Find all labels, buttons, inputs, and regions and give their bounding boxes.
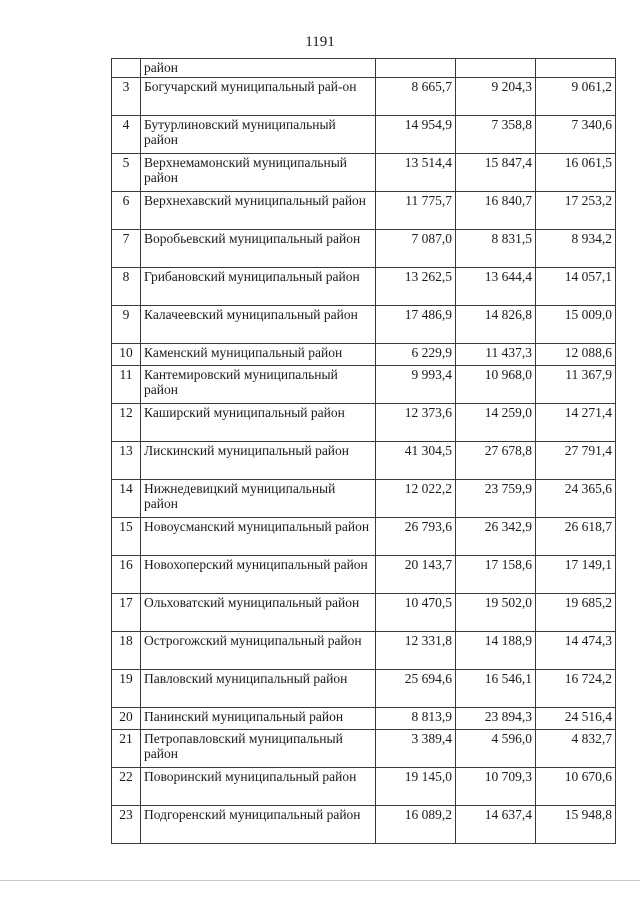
table-row xyxy=(112,78,616,116)
row-number-cell: 6 xyxy=(112,192,141,230)
value-cell-col3: 14 057,1 xyxy=(536,268,616,306)
value-cell-col1: 19 145,0 xyxy=(376,768,456,806)
value-cell-col3 xyxy=(536,59,616,78)
value-cell-col3: 15 009,0 xyxy=(536,306,616,344)
district-name-cell: Петропавловский муниципальный район xyxy=(141,730,376,768)
value-cell-col1: 8 813,9 xyxy=(376,708,456,730)
row-number-cell: 3 xyxy=(112,78,141,116)
value-cell-col3: 14 474,3 xyxy=(536,632,616,670)
district-name-cell: Лискинский муниципальный район xyxy=(141,442,376,480)
row-number-cell: 10 xyxy=(112,344,141,366)
value-cell-col2: 7 358,8 xyxy=(456,116,536,154)
value-cell-col3: 17 253,2 xyxy=(536,192,616,230)
value-cell-col3: 26 618,7 xyxy=(536,518,616,556)
value-cell-col3: 24 365,6 xyxy=(536,480,616,518)
district-name-cell: Верхнемамонский муниципальный район xyxy=(141,154,376,192)
row-number-cell: 16 xyxy=(112,556,141,594)
row-number-cell: 5 xyxy=(112,154,141,192)
value-cell-col1: 13 514,4 xyxy=(376,154,456,192)
table-row xyxy=(112,366,616,404)
value-cell-col2: 16 546,1 xyxy=(456,670,536,708)
value-cell-col2: 13 644,4 xyxy=(456,268,536,306)
district-name-cell: Нижнедевицкий муниципальный район xyxy=(141,480,376,518)
table-row xyxy=(112,480,616,518)
value-cell-col3: 15 948,8 xyxy=(536,806,616,844)
district-name-cell: Ольховатский муниципальный район xyxy=(141,594,376,632)
value-cell-col1: 26 793,6 xyxy=(376,518,456,556)
value-cell-col1: 12 331,8 xyxy=(376,632,456,670)
value-cell-col2: 10 968,0 xyxy=(456,366,536,404)
value-cell-col1: 8 665,7 xyxy=(376,78,456,116)
value-cell-col1: 3 389,4 xyxy=(376,730,456,768)
district-name-cell: Павловский муниципальный район xyxy=(141,670,376,708)
page-number: 1191 xyxy=(305,34,335,50)
value-cell-col1: 25 694,6 xyxy=(376,670,456,708)
value-cell-col3: 7 340,6 xyxy=(536,116,616,154)
value-cell-col2: 14 259,0 xyxy=(456,404,536,442)
value-cell-col1: 16 089,2 xyxy=(376,806,456,844)
row-number-cell: 20 xyxy=(112,708,141,730)
district-name-cell: Каширский муниципальный район xyxy=(141,404,376,442)
district-name-cell: Верхнехавский муниципальный район xyxy=(141,192,376,230)
row-number-cell: 13 xyxy=(112,442,141,480)
table-row xyxy=(112,116,616,154)
value-cell-col2: 9 204,3 xyxy=(456,78,536,116)
value-cell-col2: 11 437,3 xyxy=(456,344,536,366)
row-number-cell: 7 xyxy=(112,230,141,268)
budget-table xyxy=(111,58,616,844)
value-cell-col3: 16 724,2 xyxy=(536,670,616,708)
budget-table-body xyxy=(112,59,616,844)
table-row xyxy=(112,632,616,670)
value-cell-col2 xyxy=(456,59,536,78)
table-row xyxy=(112,154,616,192)
row-number-cell: 18 xyxy=(112,632,141,670)
district-name-cell: Поворинский муниципальный район xyxy=(141,768,376,806)
value-cell-col2: 14 188,9 xyxy=(456,632,536,670)
value-cell-col3: 19 685,2 xyxy=(536,594,616,632)
value-cell-col3: 10 670,6 xyxy=(536,768,616,806)
table-row xyxy=(112,268,616,306)
value-cell-col3: 14 271,4 xyxy=(536,404,616,442)
value-cell-col3: 9 061,2 xyxy=(536,78,616,116)
value-cell-col1: 6 229,9 xyxy=(376,344,456,366)
value-cell-col1: 10 470,5 xyxy=(376,594,456,632)
table-row xyxy=(112,708,616,730)
table-row xyxy=(112,306,616,344)
value-cell-col1: 17 486,9 xyxy=(376,306,456,344)
value-cell-col2: 27 678,8 xyxy=(456,442,536,480)
value-cell-col3: 12 088,6 xyxy=(536,344,616,366)
value-cell-col2: 14 826,8 xyxy=(456,306,536,344)
value-cell-col2: 19 502,0 xyxy=(456,594,536,632)
row-number-cell: 4 xyxy=(112,116,141,154)
value-cell-col2: 16 840,7 xyxy=(456,192,536,230)
value-cell-col1: 7 087,0 xyxy=(376,230,456,268)
district-name-cell: Подгоренский муниципальный район xyxy=(141,806,376,844)
value-cell-col3: 8 934,2 xyxy=(536,230,616,268)
row-number-cell: 12 xyxy=(112,404,141,442)
value-cell-col1: 9 993,4 xyxy=(376,366,456,404)
district-name-cell: Грибановский муниципальный район xyxy=(141,268,376,306)
row-number-cell: 21 xyxy=(112,730,141,768)
district-name-cell: Новоусманский муниципальный район xyxy=(141,518,376,556)
value-cell-col2: 10 709,3 xyxy=(456,768,536,806)
district-name-cell: Бутурлиновский муниципальный район xyxy=(141,116,376,154)
table-row xyxy=(112,594,616,632)
value-cell-col1: 14 954,9 xyxy=(376,116,456,154)
value-cell-col1: 11 775,7 xyxy=(376,192,456,230)
value-cell-col3: 17 149,1 xyxy=(536,556,616,594)
table-row xyxy=(112,59,616,78)
table-row xyxy=(112,670,616,708)
table-row xyxy=(112,730,616,768)
table-row xyxy=(112,518,616,556)
value-cell-col2: 17 158,6 xyxy=(456,556,536,594)
value-cell-col1: 12 373,6 xyxy=(376,404,456,442)
district-name-cell: Острогожский муниципальный район xyxy=(141,632,376,670)
value-cell-col1: 20 143,7 xyxy=(376,556,456,594)
value-cell-col1 xyxy=(376,59,456,78)
value-cell-col2: 26 342,9 xyxy=(456,518,536,556)
value-cell-col1: 12 022,2 xyxy=(376,480,456,518)
table-row xyxy=(112,404,616,442)
value-cell-col2: 8 831,5 xyxy=(456,230,536,268)
district-name-cell: район xyxy=(141,59,376,78)
value-cell-col1: 13 262,5 xyxy=(376,268,456,306)
district-name-cell: Панинский муниципальный район xyxy=(141,708,376,730)
value-cell-col2: 23 894,3 xyxy=(456,708,536,730)
value-cell-col3: 11 367,9 xyxy=(536,366,616,404)
row-number-cell xyxy=(112,59,141,78)
row-number-cell: 19 xyxy=(112,670,141,708)
district-name-cell: Новохоперский муниципальный район xyxy=(141,556,376,594)
district-name-cell: Калачеевский муниципальный район xyxy=(141,306,376,344)
table-row xyxy=(112,768,616,806)
table-row xyxy=(112,806,616,844)
value-cell-col3: 4 832,7 xyxy=(536,730,616,768)
district-name-cell: Каменский муниципальный район xyxy=(141,344,376,366)
table-row xyxy=(112,556,616,594)
row-number-cell: 11 xyxy=(112,366,141,404)
district-name-cell: Богучарский муниципальный рай-он xyxy=(141,78,376,116)
table-row xyxy=(112,230,616,268)
value-cell-col2: 23 759,9 xyxy=(456,480,536,518)
value-cell-col3: 16 061,5 xyxy=(536,154,616,192)
district-name-cell: Воробьевский муниципальный район xyxy=(141,230,376,268)
value-cell-col2: 14 637,4 xyxy=(456,806,536,844)
row-number-cell: 9 xyxy=(112,306,141,344)
row-number-cell: 23 xyxy=(112,806,141,844)
value-cell-col3: 27 791,4 xyxy=(536,442,616,480)
value-cell-col1: 41 304,5 xyxy=(376,442,456,480)
table-row xyxy=(112,344,616,366)
district-name-cell: Кантемировский муниципальный район xyxy=(141,366,376,404)
row-number-cell: 22 xyxy=(112,768,141,806)
page-bottom-rule xyxy=(0,880,640,881)
table-row xyxy=(112,442,616,480)
value-cell-col3: 24 516,4 xyxy=(536,708,616,730)
value-cell-col2: 4 596,0 xyxy=(456,730,536,768)
row-number-cell: 8 xyxy=(112,268,141,306)
row-number-cell: 15 xyxy=(112,518,141,556)
row-number-cell: 17 xyxy=(112,594,141,632)
table-row xyxy=(112,192,616,230)
row-number-cell: 14 xyxy=(112,480,141,518)
value-cell-col2: 15 847,4 xyxy=(456,154,536,192)
